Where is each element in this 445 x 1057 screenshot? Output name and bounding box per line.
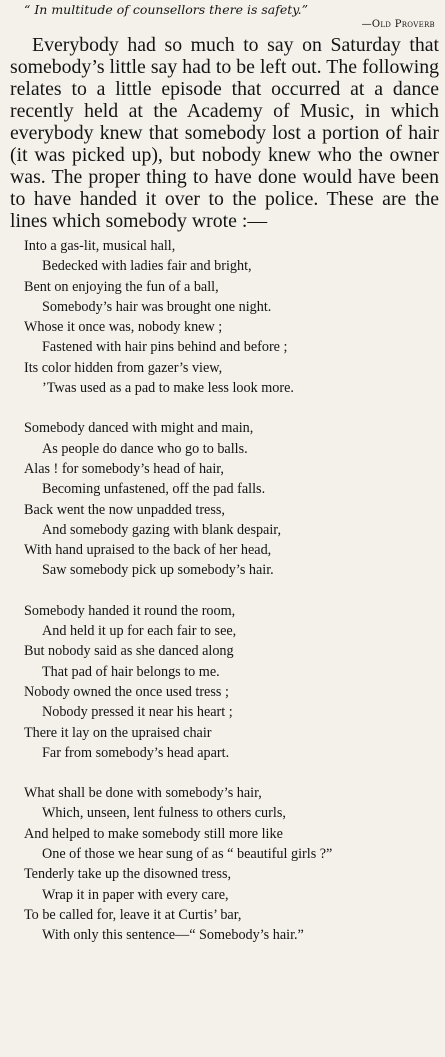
stanza-2 — [10, 418, 439, 580]
poem-line: And held it up for each fair to see, — [42, 623, 237, 640]
stanza-1 — [10, 236, 439, 398]
poem-line: What shall be done with somebody’s hair, — [24, 785, 262, 802]
poem-line: And helped to make somebody still more like — [24, 825, 283, 842]
poem-line: Tenderly take up the disowned tress, — [24, 866, 232, 883]
poem-line: With only this sentence—“ Somebody’s hair.” — [42, 927, 304, 944]
poem-line: Fastened with hair pins behind and before ; — [42, 339, 288, 356]
stanza-4 — [10, 783, 439, 945]
poem-line: But nobody said as she danced along — [24, 643, 234, 660]
intro-paragraph: Everybody had so much to say on Saturday that somebody’s little say had to be left out. The following relates to a little episode that occurred at a dance recently held at the Academy of Music, in which everybody knew that somebody lost a portion of hair (it was picked up), but nobody knew who the owner was. The proper thing to have done would have been to have handed it over to the police. These are the lines which somebody wrote :— — [10, 34, 439, 232]
poem-line: Nobody pressed it near his heart ; — [42, 704, 233, 721]
poem-line: With hand upraised to the back of her head, — [24, 542, 272, 559]
poem-line: Saw somebody pick up somebody’s hair. — [42, 562, 274, 579]
poem-line: Into a gas-lit, musical hall, — [24, 238, 176, 254]
poem-line: There it lay on the upraised chair — [24, 724, 212, 741]
poem-line: That pad of hair belongs to me. — [42, 663, 220, 680]
poem-line: Somebody’s hair was brought one night. — [42, 298, 272, 315]
poem-line: Whose it once was, nobody knew ; — [24, 319, 223, 336]
poem-line: Which, unseen, lent fulness to others curls, — [42, 805, 286, 822]
poem-line: Its color hidden from gazer’s view, — [24, 359, 223, 376]
poem-line: Bent on enjoying the fun of a ball, — [24, 278, 219, 295]
stanza-3 — [10, 601, 439, 763]
epigraph-quote: “ In multitude of counsellors there is safety.” — [24, 2, 309, 17]
poem-line: Back went the now unpadded tress, — [24, 501, 225, 518]
poem-line: And somebody gazing with blank despair, — [42, 521, 281, 538]
intro-paragraph-block — [10, 34, 439, 232]
poem-line: Somebody handed it round the room, — [24, 602, 236, 619]
poem-line: Becoming unfastened, off the pad falls. — [42, 481, 266, 498]
epigraph-attribution: —Old Proverb — [361, 19, 435, 30]
poem-line: As people do dance who go to balls. — [42, 440, 248, 457]
poem-line: One of those we hear sung of as “ beautiful girls ?” — [42, 846, 333, 863]
poem — [10, 236, 439, 946]
poem-line: Wrap it in paper with every care, — [42, 886, 229, 903]
poem-line: ’Twas used as a pad to make less look more. — [42, 380, 294, 397]
poem-line: To be called for, leave it at Curtis’ bar, — [24, 906, 242, 923]
poem-line: Bedecked with ladies fair and bright, — [42, 258, 252, 275]
poem-line: Nobody owned the once used tress ; — [24, 683, 229, 700]
poem-line: Far from somebody’s head apart. — [42, 744, 230, 761]
poem-line: Somebody danced with might and main, — [24, 420, 254, 437]
poem-line: Alas ! for somebody’s head of hair, — [24, 460, 224, 477]
